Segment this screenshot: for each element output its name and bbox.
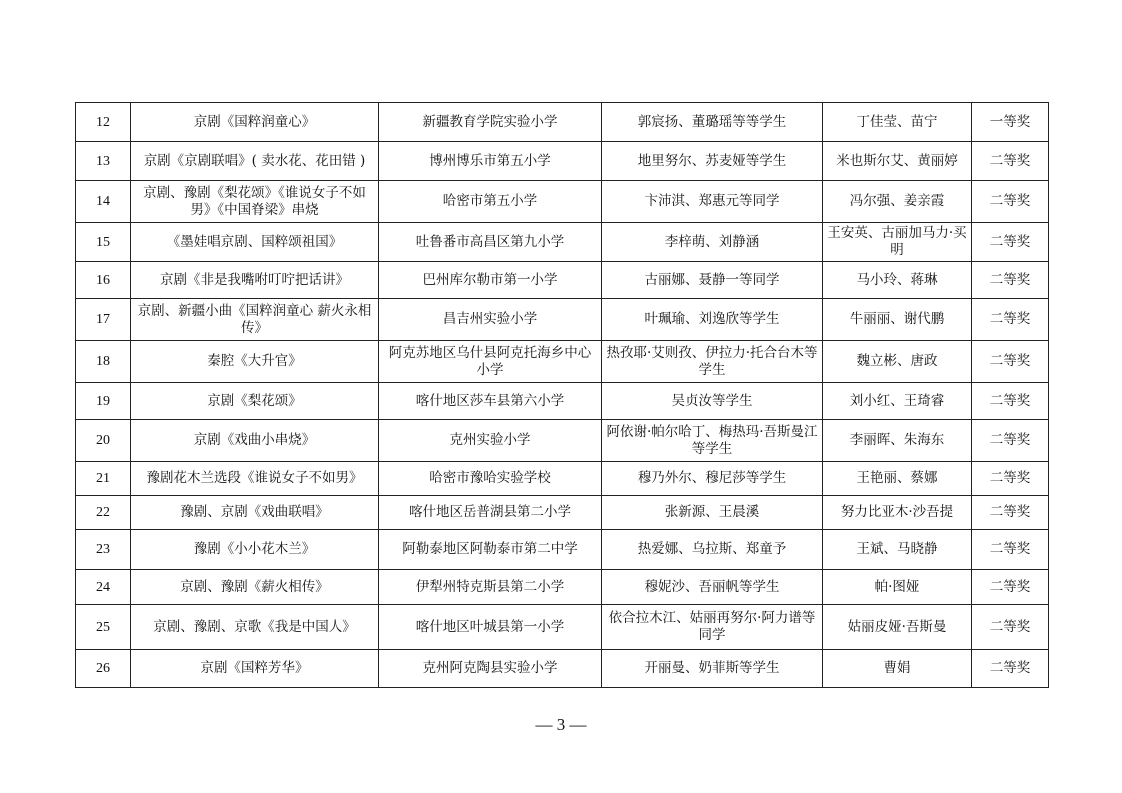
row-number: 23 [76, 530, 131, 570]
teachers-cell: 李丽晖、朱海东 [823, 420, 972, 462]
program-cell: 京剧《国粹润童心》 [131, 103, 379, 142]
row-number: 24 [76, 570, 131, 605]
award-cell: 二等奖 [972, 262, 1049, 299]
program-cell: 京剧《国粹芳华》 [131, 650, 379, 688]
table-row [76, 462, 1049, 496]
award-cell: 一等奖 [972, 103, 1049, 142]
program-cell: 京剧、新疆小曲《国粹润童心 薪火永相传》 [131, 299, 379, 341]
school-cell: 昌吉州实验小学 [379, 299, 602, 341]
school-cell: 哈密市第五小学 [379, 181, 602, 223]
table-row [76, 299, 1049, 341]
school-cell: 阿克苏地区乌什县阿克托海乡中心小学 [379, 341, 602, 383]
school-cell: 克州阿克陶县实验小学 [379, 650, 602, 688]
program-cell: 京剧《非是我嘴咐叮咛把话讲》 [131, 262, 379, 299]
row-number: 20 [76, 420, 131, 462]
school-cell: 新疆教育学院实验小学 [379, 103, 602, 142]
table-row [76, 181, 1049, 223]
award-cell: 二等奖 [972, 142, 1049, 181]
performers-cell: 穆妮沙、吾丽帆等学生 [602, 570, 823, 605]
row-number: 22 [76, 496, 131, 530]
teachers-cell: 努力比亚木·沙吾提 [823, 496, 972, 530]
performers-cell: 地里努尔、苏麦娅等学生 [602, 142, 823, 181]
program-cell: 秦腔《大升官》 [131, 341, 379, 383]
program-cell: 京剧《戏曲小串烧》 [131, 420, 379, 462]
award-cell: 二等奖 [972, 605, 1049, 650]
teachers-cell: 魏立彬、唐政 [823, 341, 972, 383]
performers-cell: 吴贞汝等学生 [602, 383, 823, 420]
table-row [76, 650, 1049, 688]
performers-cell: 阿依谢·帕尔哈丁、梅热玛·吾斯曼江等学生 [602, 420, 823, 462]
row-number: 13 [76, 142, 131, 181]
program-cell: 京剧、豫剧《梨花颂》《谁说女子不如男》《中国脊梁》串烧 [131, 181, 379, 223]
row-number: 21 [76, 462, 131, 496]
row-number: 26 [76, 650, 131, 688]
teachers-cell: 刘小红、王琦睿 [823, 383, 972, 420]
performers-cell: 卞沛淇、郑惠元等同学 [602, 181, 823, 223]
school-cell: 哈密市豫哈实验学校 [379, 462, 602, 496]
performers-cell: 李梓萌、刘静涵 [602, 223, 823, 262]
award-cell: 二等奖 [972, 181, 1049, 223]
awards-table [75, 102, 1049, 688]
table-row [76, 223, 1049, 262]
table-row [76, 262, 1049, 299]
performers-cell: 叶珮瑜、刘逸欣等学生 [602, 299, 823, 341]
performers-cell: 古丽娜、聂静一等同学 [602, 262, 823, 299]
performers-cell: 郭宸扬、董璐瑶等等学生 [602, 103, 823, 142]
teachers-cell: 曹娟 [823, 650, 972, 688]
table-row [76, 341, 1049, 383]
table-row [76, 530, 1049, 570]
table-row [76, 605, 1049, 650]
teachers-cell: 丁佳莹、苗宁 [823, 103, 972, 142]
table-row [76, 570, 1049, 605]
teachers-cell: 马小玲、蒋琳 [823, 262, 972, 299]
row-number: 14 [76, 181, 131, 223]
row-number: 16 [76, 262, 131, 299]
award-cell: 二等奖 [972, 299, 1049, 341]
teachers-cell: 王安英、古丽加马力·买明 [823, 223, 972, 262]
award-cell: 二等奖 [972, 496, 1049, 530]
teachers-cell: 米也斯尔艾、黄丽婷 [823, 142, 972, 181]
teachers-cell: 帕·图娅 [823, 570, 972, 605]
performers-cell: 穆乃外尔、穆尼莎等学生 [602, 462, 823, 496]
school-cell: 克州实验小学 [379, 420, 602, 462]
school-cell: 阿勒泰地区阿勒泰市第二中学 [379, 530, 602, 570]
program-cell: 豫剧、京剧《戏曲联唱》 [131, 496, 379, 530]
program-cell: 京剧、豫剧《薪火相传》 [131, 570, 379, 605]
program-cell: 《墨娃唱京剧、国粹颂祖国》 [131, 223, 379, 262]
school-cell: 伊犁州特克斯县第二小学 [379, 570, 602, 605]
school-cell: 巴州库尔勒市第一小学 [379, 262, 602, 299]
program-cell: 豫剧《小小花木兰》 [131, 530, 379, 570]
school-cell: 博州博乐市第五小学 [379, 142, 602, 181]
school-cell: 喀什地区莎车县第六小学 [379, 383, 602, 420]
school-cell: 吐鲁番市高昌区第九小学 [379, 223, 602, 262]
row-number: 19 [76, 383, 131, 420]
program-cell: 京剧《京剧联唱》( 卖水花、花田错 ) [131, 142, 379, 181]
table-row [76, 142, 1049, 181]
teachers-cell: 牛丽丽、谢代鹏 [823, 299, 972, 341]
performers-cell: 热爱娜、乌拉斯、郑童予 [602, 530, 823, 570]
performers-cell: 张新源、王晨溪 [602, 496, 823, 530]
row-number: 15 [76, 223, 131, 262]
teachers-cell: 姑丽皮娅·吾斯曼 [823, 605, 972, 650]
award-cell: 二等奖 [972, 223, 1049, 262]
row-number: 17 [76, 299, 131, 341]
program-cell: 豫剧花木兰选段《谁说女子不如男》 [131, 462, 379, 496]
row-number: 12 [76, 103, 131, 142]
award-cell: 二等奖 [972, 570, 1049, 605]
award-cell: 二等奖 [972, 341, 1049, 383]
award-cell: 二等奖 [972, 650, 1049, 688]
teachers-cell: 王艳丽、蔡娜 [823, 462, 972, 496]
program-cell: 京剧、豫剧、京歌《我是中国人》 [131, 605, 379, 650]
school-cell: 喀什地区岳普湖县第二小学 [379, 496, 602, 530]
page-number: — 3 — [535, 715, 587, 734]
performers-cell: 依合拉木江、姑丽再努尔·阿力谱等同学 [602, 605, 823, 650]
table-row [76, 496, 1049, 530]
table-row [76, 103, 1049, 142]
row-number: 25 [76, 605, 131, 650]
performers-cell: 开丽曼、奶菲斯等学生 [602, 650, 823, 688]
award-cell: 二等奖 [972, 383, 1049, 420]
teachers-cell: 王斌、马晓静 [823, 530, 972, 570]
table-row [76, 383, 1049, 420]
school-cell: 喀什地区叶城县第一小学 [379, 605, 602, 650]
award-cell: 二等奖 [972, 530, 1049, 570]
teachers-cell: 冯尔强、姜亲霞 [823, 181, 972, 223]
award-cell: 二等奖 [972, 420, 1049, 462]
row-number: 18 [76, 341, 131, 383]
award-cell: 二等奖 [972, 462, 1049, 496]
table-row [76, 420, 1049, 462]
program-cell: 京剧《梨花颂》 [131, 383, 379, 420]
performers-cell: 热孜耶·艾则孜、伊拉力·托合台木等学生 [602, 341, 823, 383]
table-body [76, 103, 1049, 688]
